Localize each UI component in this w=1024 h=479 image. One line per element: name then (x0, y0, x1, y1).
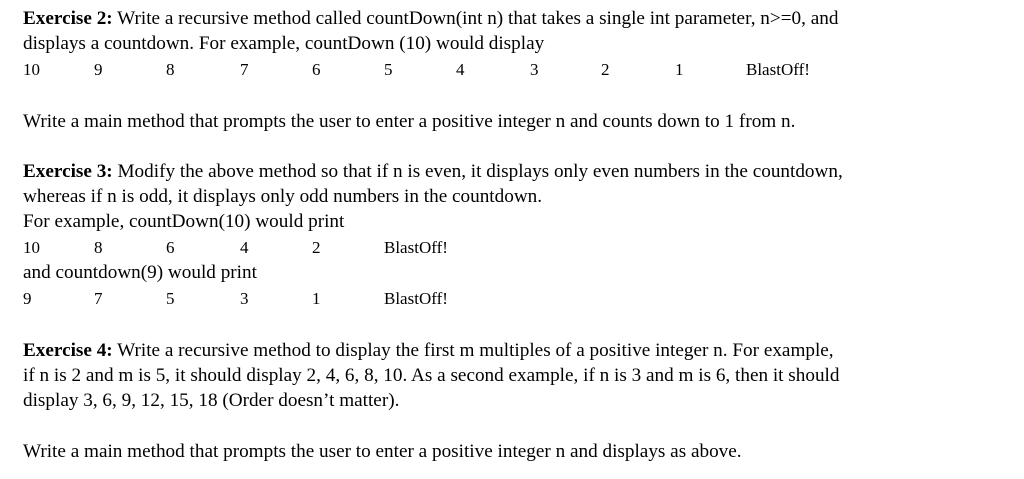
countdown-value: 8 (166, 60, 175, 79)
countdown-value: 1 (675, 60, 684, 79)
exercise-2-main-prompt: Write a main method that prompts the user to enter a positive integer n and counts down to 1 from n. (23, 111, 796, 132)
countdown-value: 8 (94, 238, 103, 257)
exercise-2-text-1: Write a recursive method called countDown(int n) that takes a single int parameter, n>=0, and (112, 8, 839, 29)
exercise-4-line-3: display 3, 6, 9, 12, 15, 18 (Order doesn’t matter). (23, 390, 400, 411)
exercise-3-line-1 (23, 160, 843, 184)
countdown-value: 5 (384, 60, 393, 79)
exercise-2-title: Exercise 2: (23, 8, 113, 29)
countdown-value: 4 (240, 238, 249, 257)
countdown-value: 4 (456, 60, 465, 79)
exercise-4-main-prompt: Write a main method that prompts the user to enter a positive integer n and displays as above. (23, 441, 742, 462)
exercise-3-text-1: Modify the above method so that if n is even, it displays only even numbers in the countdown, (112, 161, 843, 182)
countdown-value: 10 (23, 238, 40, 257)
countdown-value: 5 (166, 289, 175, 308)
countdown-value: 3 (240, 289, 249, 308)
exercise-2-countdown-row (0, 58, 1024, 82)
countdown-blastoff: BlastOff! (384, 238, 448, 257)
exercise-4-line-2: if n is 2 and m is 5, it should display 2, 4, 6, 8, 10. As a second example, if n is 3 and m is 6, then it should (23, 365, 840, 386)
exercise-2-line-2: displays a countdown. For example, countDown (10) would display (23, 33, 545, 54)
countdown-value: 1 (312, 289, 321, 308)
exercise-3-line-2: whereas if n is odd, it displays only odd numbers in the countdown. (23, 186, 543, 207)
exercise-3-odd-countdown-row (0, 287, 1024, 311)
countdown-value: 2 (312, 238, 321, 257)
exercise-3-line-3: For example, countDown(10) would print (23, 211, 345, 232)
countdown-value: 6 (312, 60, 321, 79)
countdown-value: 2 (601, 60, 610, 79)
exercise-4-text-1: Write a recursive method to display the first m multiples of a positive integer n. For example, (112, 340, 834, 361)
exercise-3-even-countdown-row (0, 236, 1024, 260)
countdown-value: 9 (94, 60, 103, 79)
exercise-2-line-1 (23, 7, 838, 31)
countdown-value: 9 (23, 289, 32, 308)
countdown-value: 3 (530, 60, 539, 79)
countdown-blastoff: BlastOff! (746, 60, 810, 79)
countdown-blastoff: BlastOff! (384, 289, 448, 308)
countdown-value: 7 (240, 60, 249, 79)
countdown-value: 6 (166, 238, 175, 257)
exercise-3-line-4: and countdown(9) would print (23, 262, 257, 283)
exercise-3-title: Exercise 3: (23, 161, 113, 182)
exercise-4-title: Exercise 4: (23, 340, 113, 361)
countdown-value: 7 (94, 289, 103, 308)
countdown-value: 10 (23, 60, 40, 79)
exercise-4-line-1 (23, 339, 834, 363)
